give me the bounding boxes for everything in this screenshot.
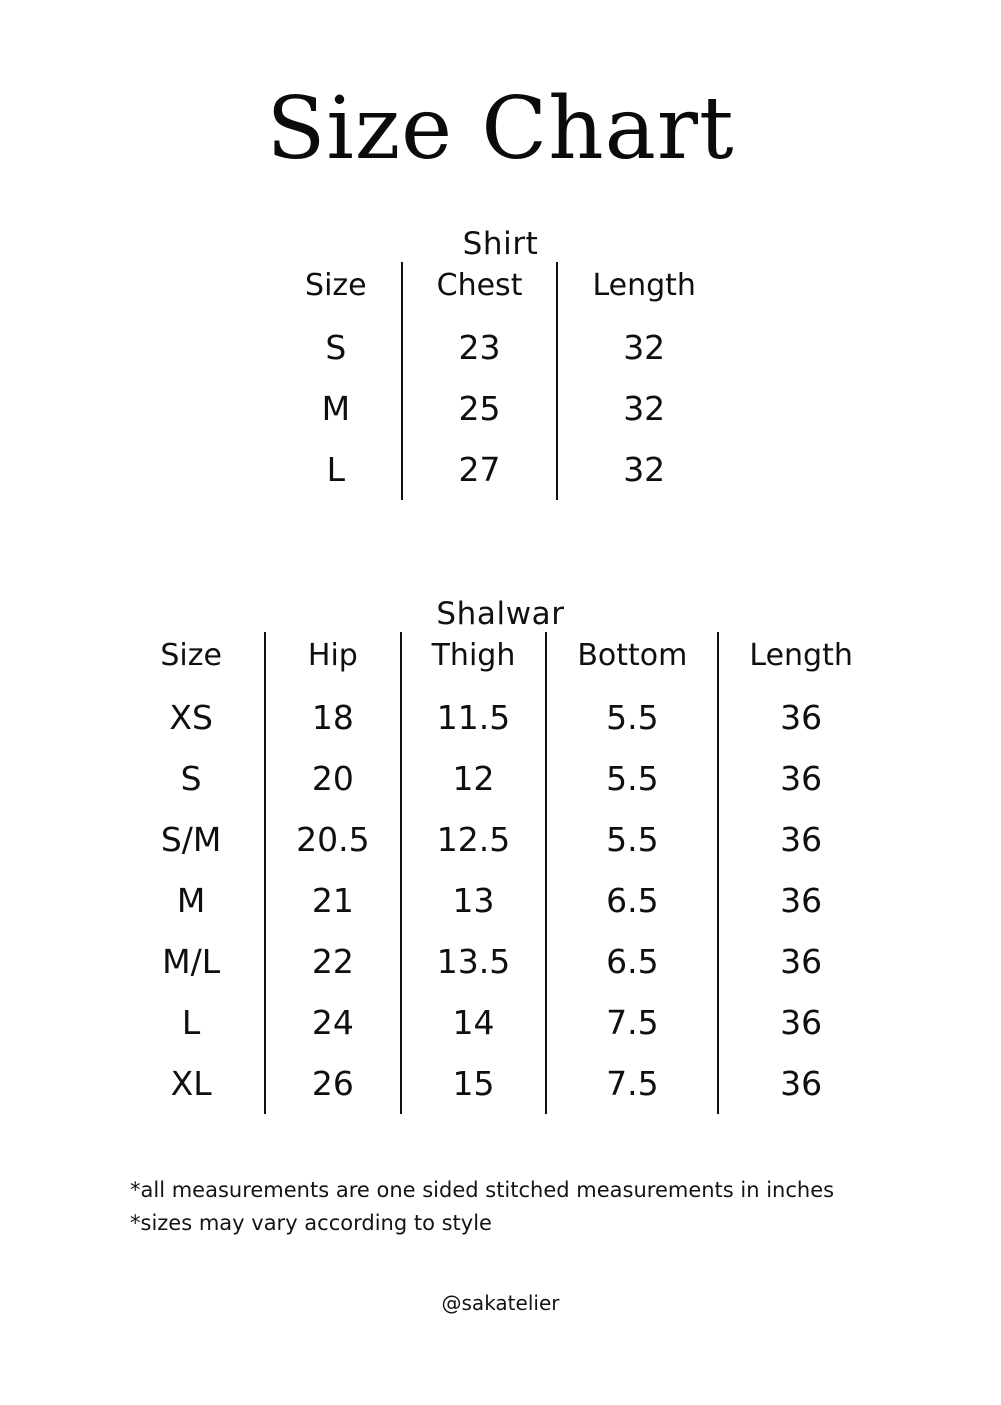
shalwar-size-table xyxy=(118,632,883,1114)
cell-chest: 25 xyxy=(402,378,558,439)
cell-chest: 23 xyxy=(402,317,558,378)
cell-length: 36 xyxy=(718,748,882,809)
cell-thigh: 12 xyxy=(401,748,547,809)
cell-bottom: 7.5 xyxy=(546,1053,718,1114)
table-row xyxy=(263,378,738,439)
cell-size: XL xyxy=(170,1064,212,1104)
cell-bottom: 7.5 xyxy=(546,992,718,1053)
cell-thigh: 11.5 xyxy=(401,687,547,748)
shirt-section xyxy=(0,226,1001,500)
social-handle: @sakatelier xyxy=(441,1291,560,1316)
cell-bottom: 5.5 xyxy=(546,687,718,748)
cell-length: 32 xyxy=(557,317,737,378)
cell-bottom: 5.5 xyxy=(546,748,718,809)
column-header-size: Size xyxy=(305,268,367,304)
shirt-section-title: Shirt xyxy=(462,226,539,263)
note-line: *all measurements are one sided stitched measurements in inches xyxy=(130,1178,835,1203)
column-header-hip: Hip xyxy=(265,632,400,687)
cell-length: 32 xyxy=(557,378,737,439)
page-title: Size Chart xyxy=(266,79,735,179)
cell-hip: 26 xyxy=(265,1053,400,1114)
table-header-row xyxy=(118,632,883,687)
cell-length: 36 xyxy=(718,809,882,870)
cell-length: 36 xyxy=(718,870,882,931)
cell-size: L xyxy=(181,1003,201,1043)
column-header-length: Length xyxy=(557,262,737,317)
cell-length: 36 xyxy=(718,687,882,748)
cell-length: 36 xyxy=(718,931,882,992)
shirt-size-table xyxy=(263,262,738,500)
measurement-notes xyxy=(0,1174,1001,1239)
cell-thigh: 15 xyxy=(401,1053,547,1114)
cell-chest: 27 xyxy=(402,439,558,500)
cell-hip: 20.5 xyxy=(265,809,400,870)
cell-thigh: 12.5 xyxy=(401,809,547,870)
column-header-length: Length xyxy=(718,632,882,687)
table-header-row xyxy=(263,262,738,317)
table-row xyxy=(118,687,883,748)
cell-size: XS xyxy=(169,698,213,738)
cell-thigh: 14 xyxy=(401,992,547,1053)
cell-hip: 21 xyxy=(265,870,400,931)
table-row xyxy=(118,931,883,992)
column-header-chest: Chest xyxy=(402,262,558,317)
table-row xyxy=(118,809,883,870)
note-line: *sizes may vary according to style xyxy=(130,1210,492,1235)
table-row xyxy=(118,748,883,809)
cell-size: M xyxy=(176,881,206,921)
cell-hip: 24 xyxy=(265,992,400,1053)
cell-thigh: 13.5 xyxy=(401,931,547,992)
cell-length: 32 xyxy=(557,439,737,500)
cell-size: M xyxy=(321,389,351,429)
table-row xyxy=(118,992,883,1053)
cell-size: M/L xyxy=(162,942,221,982)
cell-size: S/M xyxy=(160,820,222,860)
cell-size: S xyxy=(325,328,347,368)
column-header-thigh: Thigh xyxy=(401,632,547,687)
cell-length: 36 xyxy=(718,992,882,1053)
cell-hip: 20 xyxy=(265,748,400,809)
cell-bottom: 5.5 xyxy=(546,809,718,870)
cell-bottom: 6.5 xyxy=(546,870,718,931)
column-header-bottom: Bottom xyxy=(546,632,718,687)
cell-hip: 18 xyxy=(265,687,400,748)
cell-size: S xyxy=(180,759,202,799)
cell-hip: 22 xyxy=(265,931,400,992)
table-row xyxy=(118,870,883,931)
shalwar-section xyxy=(0,596,1001,1114)
table-row xyxy=(263,317,738,378)
cell-thigh: 13 xyxy=(401,870,547,931)
shalwar-section-title: Shalwar xyxy=(436,596,565,633)
table-row xyxy=(118,1053,883,1114)
cell-length: 36 xyxy=(718,1053,882,1114)
table-row xyxy=(263,439,738,500)
cell-size: L xyxy=(326,450,346,490)
column-header-size: Size xyxy=(160,638,222,674)
cell-bottom: 6.5 xyxy=(546,931,718,992)
